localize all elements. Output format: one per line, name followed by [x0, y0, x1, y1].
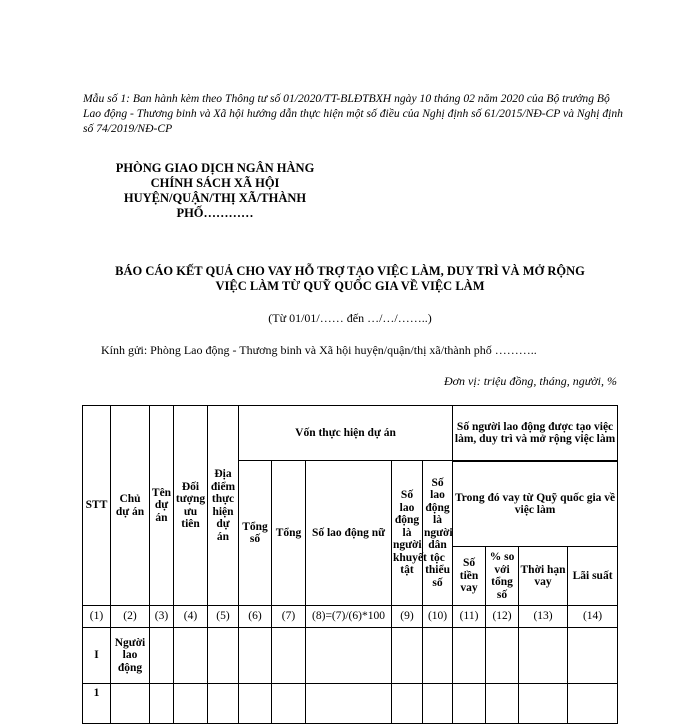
- colnum-8: (8)=(7)/(6)*100: [306, 606, 392, 628]
- form-note: Mẫu số 1: Ban hành kèm theo Thông tư số 01/2020/TT-BLĐTBXH ngày 10 tháng 02 năm 2020 của Bộ trưởng Bộ Lao động - Thương binh và Xã hội hướng dẫn thực hiện một số điều của Nghị định số 61/2015/NĐ-CP và Nghị định số 74/2019/NĐ-CP: [83, 92, 623, 135]
- colnum-9: (9): [392, 606, 423, 628]
- cell: [306, 684, 392, 724]
- header-total: Tổng số: [239, 461, 272, 606]
- header-stt: STT: [83, 406, 111, 606]
- unit-line: Đơn vị: triệu đồng, tháng, người, %: [443, 374, 617, 388]
- cell: [519, 628, 568, 684]
- colnum-6: (6): [239, 606, 272, 628]
- table-row: [83, 628, 618, 684]
- cell: [150, 628, 174, 684]
- report-period: (Từ 01/01/…… đến …/…/……..): [268, 311, 432, 325]
- row-owner: [111, 684, 150, 724]
- cell: [568, 684, 618, 724]
- colnum-11: (11): [453, 606, 486, 628]
- report-title: [60, 264, 640, 294]
- cell: [519, 684, 568, 724]
- cell: [272, 684, 306, 724]
- header-capital-group: Vốn thực hiện dự án: [239, 406, 453, 461]
- cell: [423, 628, 453, 684]
- header-workers-total: Tổng: [272, 461, 306, 606]
- header-loan-amount: Số tiền vay: [453, 547, 486, 606]
- colnum-2: (2): [111, 606, 150, 628]
- cell: [239, 684, 272, 724]
- cell: [174, 684, 208, 724]
- row-stt: 1: [83, 684, 111, 724]
- cell: [486, 684, 519, 724]
- header-location: Địa điểm thực hiện dự án: [208, 406, 239, 606]
- colnum-1: (1): [83, 606, 111, 628]
- header-fund-group: Trong đó vay từ Quỹ quốc gia về việc làm: [453, 462, 618, 547]
- cell: [392, 684, 423, 724]
- colnum-10: (10): [423, 606, 453, 628]
- header-term: Thời hạn vay: [519, 547, 568, 606]
- report-title-line-1: BÁO CÁO KẾT QUẢ CHO VAY HỖ TRỢ TẠO VIỆC LÀM, DUY TRÌ VÀ MỞ RỘNG: [115, 264, 585, 278]
- header-row-1: [83, 406, 618, 461]
- cell: [568, 628, 618, 684]
- cell: [208, 684, 239, 724]
- header-project-name: Tên dự án: [150, 406, 174, 606]
- cell: [486, 628, 519, 684]
- cell: [208, 628, 239, 684]
- issuer-block: [95, 161, 335, 221]
- header-owner: Chủ dự án: [111, 406, 150, 606]
- header-percent: % so với tổng số: [486, 547, 519, 606]
- report-title-line-2: VIỆC LÀM TỪ QUỸ QUỐC GIA VỀ VIỆC LÀM: [215, 279, 485, 293]
- colnum-7: (7): [272, 606, 306, 628]
- colnum-14: (14): [568, 606, 618, 628]
- colnum-3: (3): [150, 606, 174, 628]
- header-disabled: Số lao động là người khuyết tật: [392, 461, 423, 606]
- colnum-4: (4): [174, 606, 208, 628]
- column-number-row: [83, 606, 618, 628]
- report-table: [82, 405, 618, 724]
- cell: [423, 684, 453, 724]
- recipient-line: Kính gửi: Phòng Lao động - Thương binh và Xã hội huyện/quận/thị xã/thành phố ………..: [101, 343, 537, 357]
- cell: [150, 684, 174, 724]
- cell: [174, 628, 208, 684]
- issuer-line-1: PHÒNG GIAO DỊCH NGÂN HÀNG: [115, 161, 315, 175]
- colnum-5: (5): [208, 606, 239, 628]
- header-workers-group: Số người lao động được tạo việc làm, duy trì và mở rộng việc làm: [453, 406, 618, 461]
- header-priority: Đối tượng ưu tiên: [174, 406, 208, 606]
- issuer-line-4: PHỐ…………: [176, 206, 254, 220]
- row-owner: Người lao động: [111, 628, 150, 684]
- colnum-12: (12): [486, 606, 519, 628]
- row-stt: I: [83, 628, 111, 684]
- header-ethnic: Số lao động là người dân tộc thiểu số: [423, 461, 453, 606]
- issuer-line-3: HUYỆN/QUẬN/THỊ XÃ/THÀNH: [123, 191, 307, 205]
- table-row: [83, 684, 618, 724]
- cell: [453, 684, 486, 724]
- colnum-13: (13): [519, 606, 568, 628]
- header-female: Số lao động nữ: [306, 461, 392, 606]
- header-interest: Lãi suất: [568, 547, 618, 606]
- cell: [239, 628, 272, 684]
- issuer-line-2: CHÍNH SÁCH XÃ HỘI: [150, 176, 280, 190]
- cell: [453, 628, 486, 684]
- cell: [306, 628, 392, 684]
- cell: [272, 628, 306, 684]
- cell: [392, 628, 423, 684]
